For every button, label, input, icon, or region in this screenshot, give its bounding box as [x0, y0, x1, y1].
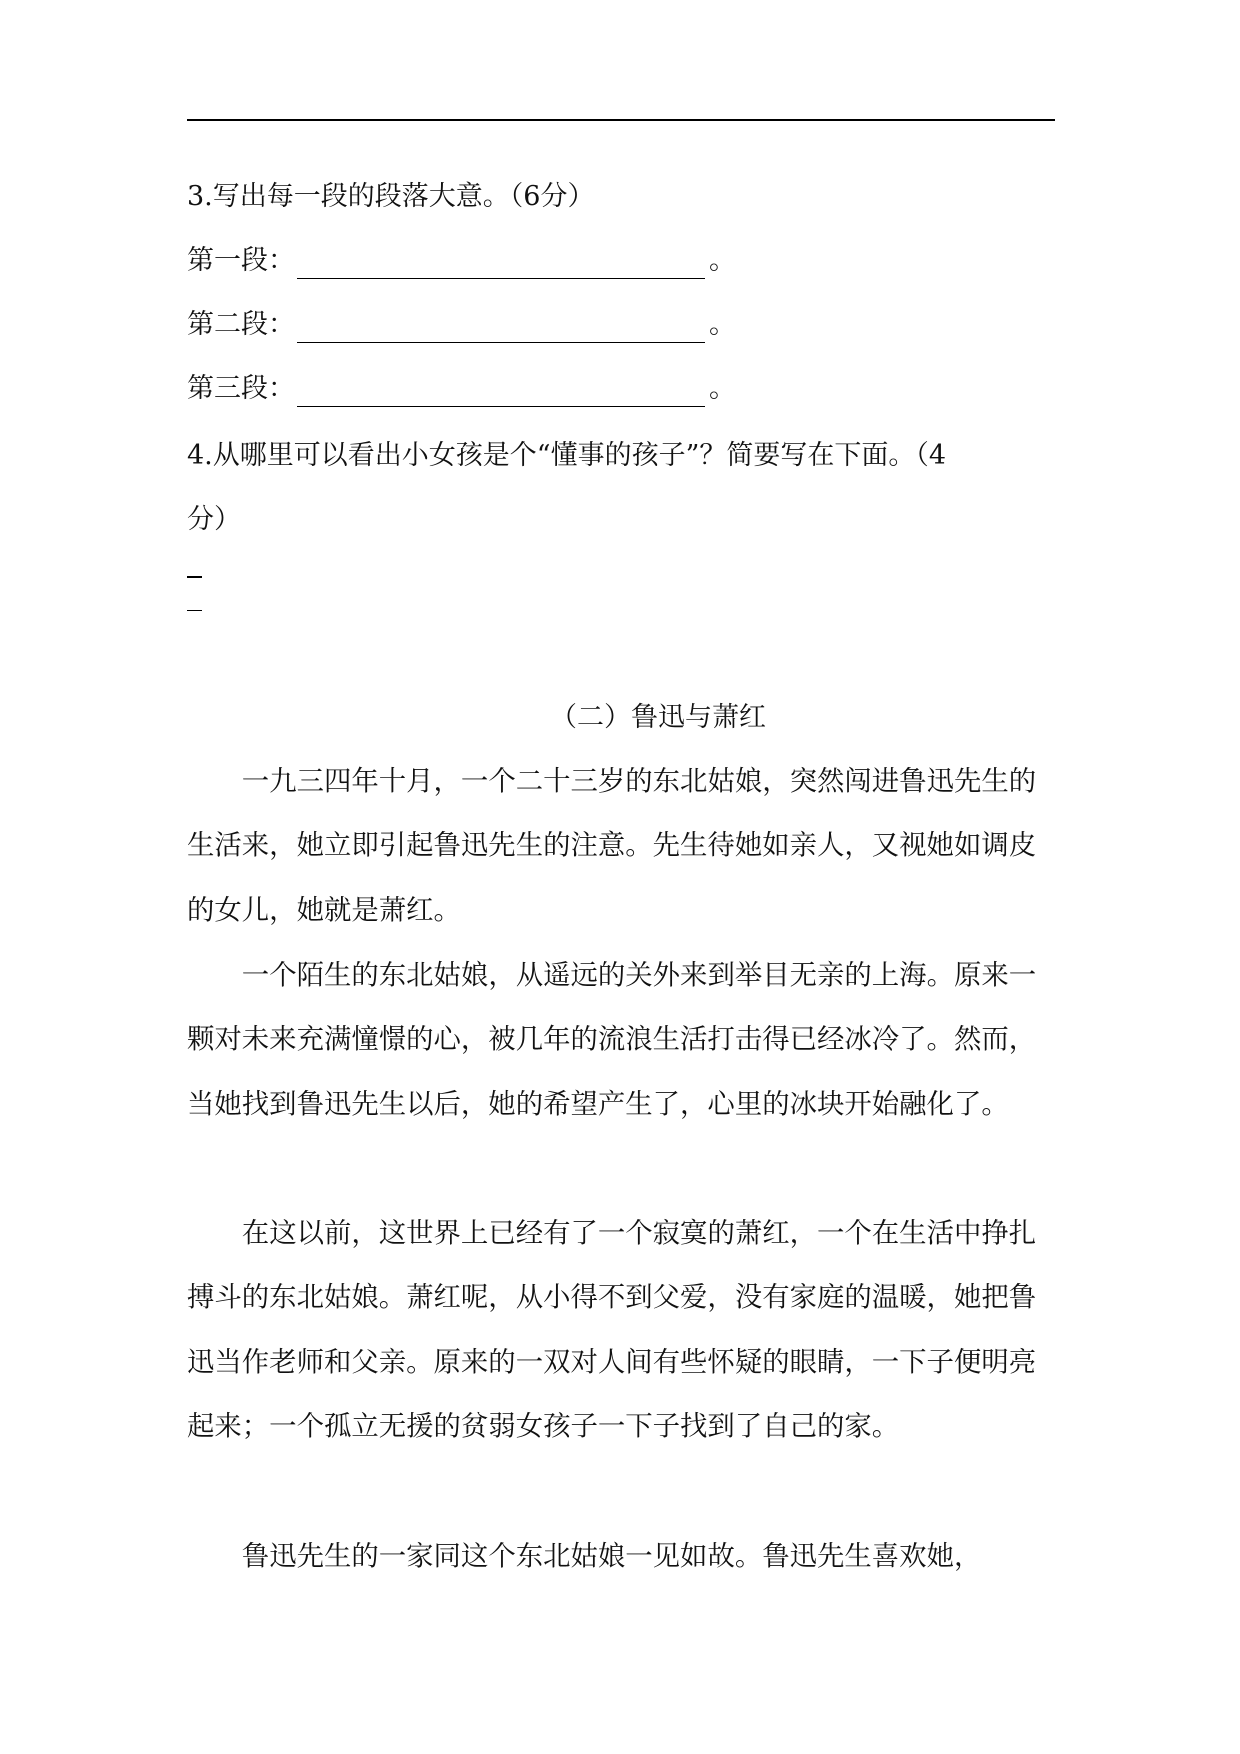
passage-paragraph-2: 一个陌生的东北姑娘，从遥远的关外来到举目无亲的上海。原来一颗对未来充满憧憬的心，被几年的流浪生活打击得已经冰冷了。然而，当她找到鲁迅先生以后，她的希望产生了，心里的冰块开始融化了。: [187, 960, 1037, 1120]
answer-label: 第三段：: [187, 373, 295, 404]
passage-paragraph-3: 在这以前，这世界上已经有了一个寂寞的萧红，一个在生活中挣扎搏斗的东北姑娘。萧红呢，从小得不到父爱，没有家庭的温暖，她把鲁迅当作老师和父亲。原来的一双对人间有些怀疑的眼睛，一下子便明亮起来；一个孤立无援的贫弱女孩子一下子找到了自己的家。: [187, 1218, 1037, 1443]
answer-end-mark: 。: [709, 373, 736, 404]
answer-blank-2[interactable]: [297, 314, 705, 343]
answer-row-paragraph-1: [187, 243, 736, 279]
answer-label: 第一段：: [187, 245, 295, 276]
passage-paragraph-4: 鲁迅先生的一家同这个东北姑娘一见如故。鲁迅先生喜欢她，: [241, 1541, 982, 1572]
passage-paragraph-1: 一九三四年十月，一个二十三岁的东北姑娘，突然闯进鲁迅先生的生活来，她立即引起鲁迅先生的注意。先生待她如亲人，又视她如调皮的女儿，她就是萧红。: [187, 766, 1037, 926]
answer-end-mark: 。: [709, 309, 736, 340]
answer-end-mark: 。: [709, 245, 736, 276]
passage-title: （二）鲁迅与萧红: [550, 702, 766, 733]
answer-row-paragraph-2: [187, 307, 736, 343]
answer-row-paragraph-3: [187, 371, 736, 407]
answer-blank-1[interactable]: [297, 250, 705, 279]
answer-blank-3[interactable]: [297, 378, 705, 407]
answer-line-short-1[interactable]: [187, 576, 202, 578]
answer-line-short-2[interactable]: [187, 610, 202, 611]
answer-label: 第二段：: [187, 309, 295, 340]
header-rule: [187, 119, 1055, 121]
question-4-prompt-continued: 分）: [187, 504, 241, 535]
question-3-prompt: 3.写出每一段的段落大意。（6分）: [187, 181, 595, 212]
question-4-prompt: 4.从哪里可以看出小女孩是个“懂事的孩子”？简要写在下面。（4: [187, 440, 947, 471]
